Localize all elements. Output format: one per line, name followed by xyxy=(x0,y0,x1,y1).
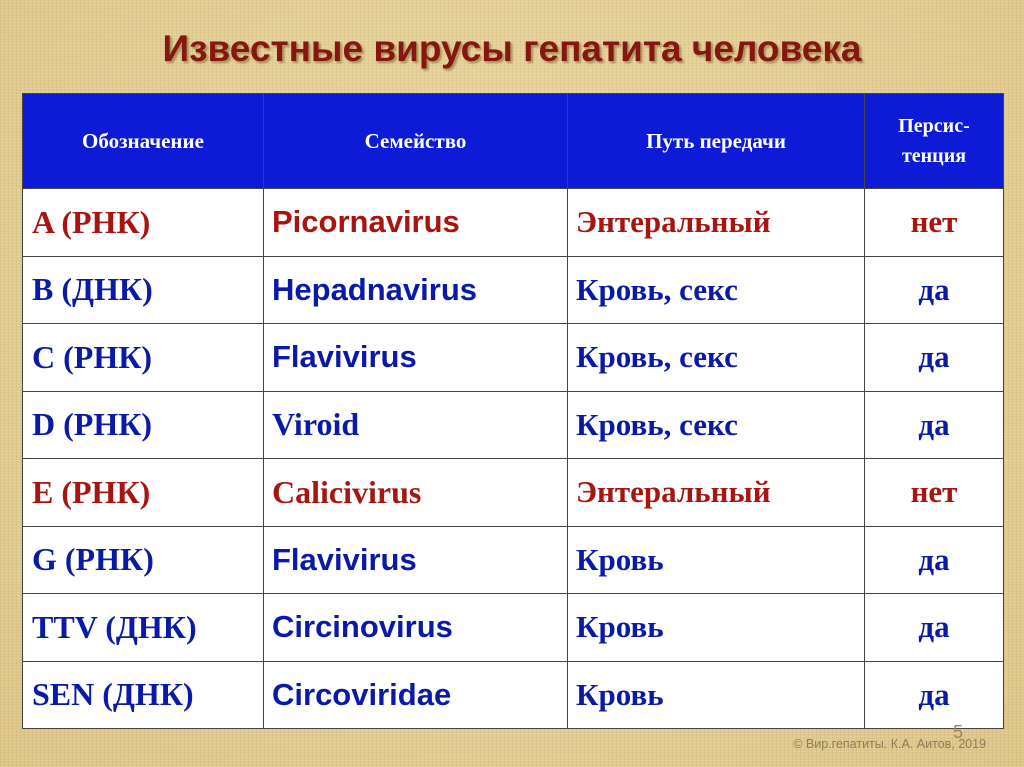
slide-title: Известные вирусы гепатита человека xyxy=(162,28,862,69)
table-row xyxy=(23,459,1004,527)
cell-designation: C (РНК) xyxy=(23,324,264,392)
cell-family: Hepadnavirus xyxy=(264,256,568,324)
cell-persistence: да xyxy=(865,526,1004,594)
table-header-row xyxy=(23,94,1004,189)
cell-family: Circinovirus xyxy=(264,594,568,662)
cell-transmission: Кровь, секс xyxy=(568,256,865,324)
cell-transmission: Кровь xyxy=(568,526,865,594)
header-persistence-line-2: тенция xyxy=(901,145,967,167)
cell-persistence: да xyxy=(865,324,1004,392)
header-family: Семейство xyxy=(264,94,568,189)
cell-family: Circoviridae xyxy=(264,661,568,729)
header-transmission: Путь передачи xyxy=(568,94,865,189)
table-row xyxy=(23,661,1004,729)
table-row xyxy=(23,189,1004,257)
cell-transmission: Кровь xyxy=(568,661,865,729)
table-row xyxy=(23,256,1004,324)
cell-family: Flavivirus xyxy=(264,324,568,392)
cell-persistence: да xyxy=(865,661,1004,729)
slide-number: 5 xyxy=(953,722,964,742)
cell-persistence: нет xyxy=(865,189,1004,257)
cell-family: Calicivirus xyxy=(264,459,568,527)
table-row xyxy=(23,526,1004,594)
cell-designation: D (РНК) xyxy=(23,391,264,459)
header-persistence-line-1: Персис- xyxy=(898,115,970,137)
cell-designation: A (РНК) xyxy=(23,189,264,257)
cell-designation: E (РНК) xyxy=(23,459,264,527)
cell-designation: TTV (ДНК) xyxy=(23,594,264,662)
cell-designation: G (РНК) xyxy=(23,526,264,594)
cell-family: Picornavirus xyxy=(264,189,568,257)
cell-persistence: да xyxy=(865,256,1004,324)
table-row xyxy=(23,594,1004,662)
cell-designation: SEN (ДНК) xyxy=(23,661,264,729)
cell-transmission: Энтеральный xyxy=(568,189,865,257)
cell-designation: B (ДНК) xyxy=(23,256,264,324)
cell-transmission: Энтеральный xyxy=(568,459,865,527)
cell-persistence: нет xyxy=(865,459,1004,527)
header-persistence xyxy=(865,94,1004,189)
copyright-footer: © Вир.гепатиты. К.А. Аитов, 2019 xyxy=(793,737,986,751)
hepatitis-viruses-table xyxy=(22,93,1004,729)
cell-transmission: Кровь xyxy=(568,594,865,662)
cell-persistence: да xyxy=(865,594,1004,662)
header-designation: Обозначение xyxy=(23,94,264,189)
table-row xyxy=(23,391,1004,459)
table-row xyxy=(23,324,1004,392)
cell-transmission: Кровь, секс xyxy=(568,391,865,459)
cell-family: Viroid xyxy=(264,391,568,459)
cell-persistence: да xyxy=(865,391,1004,459)
cell-transmission: Кровь, секс xyxy=(568,324,865,392)
cell-family: Flavivirus xyxy=(264,526,568,594)
